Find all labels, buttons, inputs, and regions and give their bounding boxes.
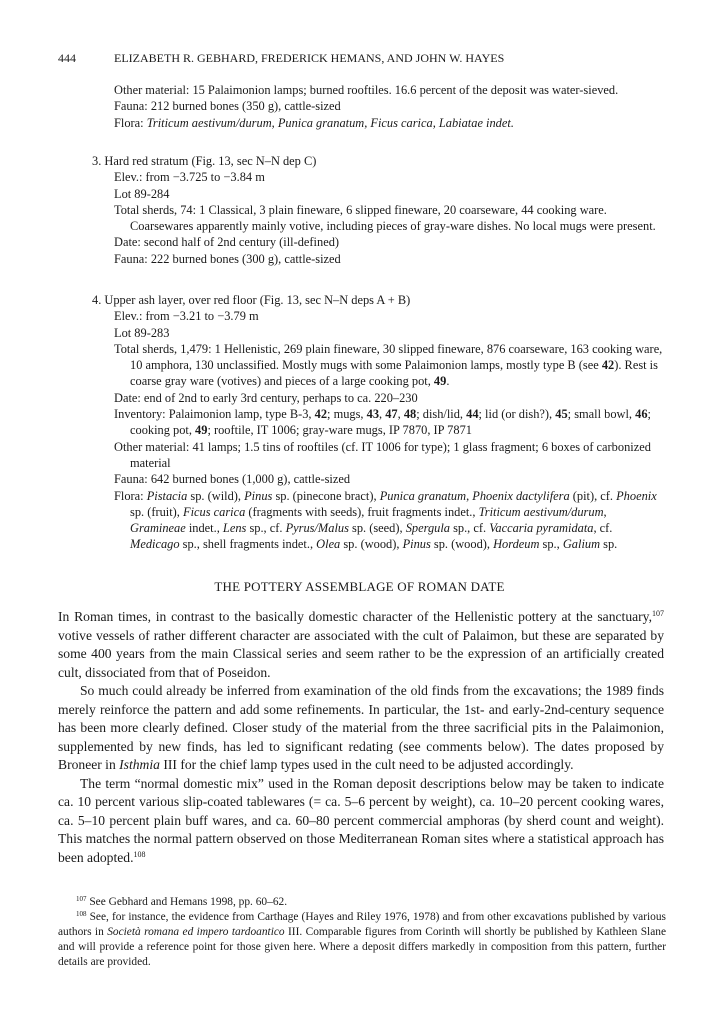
flora-text: sp. (pinecone bract), (272, 488, 380, 503)
species-name: Ficus carica (183, 504, 246, 519)
flora-text: sp., cf. (246, 521, 286, 536)
entry2-flora-species: Triticum aestivum/durum, Punica granatum, Ficus carica, Labiatae indet. (146, 115, 514, 130)
species-name: Pyrus/Malus (285, 521, 349, 536)
flora-text: indet., (185, 521, 223, 536)
entry4-title: 4. Upper ash layer, over red floor (Fig. 13, sec N–N deps A + B) (92, 293, 411, 307)
page-number: 444 (58, 51, 76, 65)
footnotes (58, 895, 666, 970)
inventory-text: ; cooking pot, (130, 407, 651, 438)
catalog-ref: 47 (385, 407, 398, 422)
species-name: Phoenix dactylifera (472, 488, 570, 503)
running-head-authors: ELIZABETH R. GEBHARD, FREDERICK HEMANS, AND JOHN W. HAYES (114, 51, 505, 65)
flora-text: , (466, 488, 473, 503)
entry2-continuation (114, 82, 664, 131)
entry3-total-sherds: Total sherds, 74: 1 Classical, 3 plain fineware, 6 slipped fineware, 20 coarseware, 44 cooking ware. Coarsewares apparently mainly votive, including pieces of gray-ware dishes. No local mugs were present. (114, 202, 656, 234)
body-text-italic: Isthmia (119, 757, 160, 772)
footnote-number: 107 (76, 895, 87, 903)
flora-text: sp. (fruit), (130, 504, 183, 519)
entry4-fauna: Fauna: 642 burned bones (1,000 g), cattle-sized (114, 472, 351, 487)
body-text-run: votive vessels of rather different character are associated with the cult of Palaimon, but these are separated by some 400 years from the main Classical series and seem rather to be the expression of an artificially created cult, dissociated from that of Poseidon. (58, 627, 664, 680)
entry4-details (92, 308, 664, 552)
inventory-text: , (379, 407, 386, 422)
flora-text: Flora: (114, 488, 147, 503)
inventory-text: , (397, 407, 404, 422)
entry4-total-sherds (114, 341, 664, 390)
species-name: Triticum aestivum/durum (478, 504, 604, 519)
entry3-title: 3. Hard red stratum (Fig. 13, sec N–N dep C) (92, 154, 317, 168)
entry4-flora (114, 488, 664, 553)
catalog-ref: 44 (466, 407, 479, 422)
footnote-text: III. Comparable figures from Corinth will shortly be published by Kathleen Slane and will provide a reference point for those given here. Where a deposit differs markedly in composition from this pattern, further details are provided. (58, 926, 666, 968)
catalog-ref: 43 (366, 407, 380, 422)
body-text (58, 608, 664, 867)
species-name: Punica granatum (379, 488, 467, 503)
catalog-ref: 45 (555, 407, 568, 422)
species-name: Hordeum (493, 537, 540, 552)
species-name: Olea (316, 537, 341, 552)
catalog-ref: 49 (433, 374, 447, 389)
body-text-run: III for the chief lamp types used in the cult need to be adjusted accordingly. (159, 757, 574, 772)
species-name: Lens (222, 521, 247, 536)
inventory-text: ; small bowl, (567, 407, 636, 422)
footnote-text-italic: Società romana ed impero tardoantico (107, 926, 285, 938)
entry3-date: Date: second half of 2nd century (ill-defined) (114, 235, 340, 250)
species-name: Pistacia (146, 488, 188, 503)
entry2-fauna: Fauna: 212 burned bones (350 g), cattle-sized (114, 99, 341, 114)
entry3-elev: Elev.: from −3.725 to −3.84 m (114, 170, 265, 185)
flora-text: sp., (539, 537, 563, 552)
body-text-run: The term “normal domestic mix” used in the Roman deposit descriptions below may be taken to indicate ca. 10 percent various slip-coated tablewares (= ca. 5–6 percent by weight), ca. 10–20 percent cooking wares, ca. 5–10 percent plain buff wares, and ca. 60–80 percent commercial amphoras (by sherd count and weight). This matches the normal pattern observed on those Mediterranean Roman sites where a statistical approach has been adopted. (58, 775, 664, 865)
species-name: Pinus (244, 488, 273, 503)
flora-text: sp. (seed), (348, 521, 406, 536)
entry2-other-material: Other material: 15 Palaimonion lamps; burned rooftiles. 16.6 percent of the deposit was water-sieved. (114, 83, 619, 97)
species-name: Galium (562, 537, 601, 552)
entry4-lot: Lot 89-283 (114, 325, 170, 340)
entry4-other-material: Other material: 41 lamps; 1.5 tins of rooftiles (cf. IT 1006 for type); 1 glass fragment; 6 boxes of carbonized material (114, 439, 651, 470)
catalog-ref: 42 (601, 358, 615, 373)
footnote-108 (58, 910, 666, 970)
footnote-number: 108 (76, 910, 87, 918)
body-text-run: So much could already be inferred from examination of the old finds from the excavations; the 1989 finds merely reinforce the pattern and add some refinements. In particular, the 1st- and early-2nd-century sequence has been more clearly defined. Closer study of the material from the three sacrificial pits in the Palaimonion, supplemented by new finds, has led to significant redating (see comments below). The dates proposed by Broneer in (58, 683, 664, 772)
species-name: Medicago (130, 537, 180, 552)
flora-text: (pit), cf. (569, 488, 617, 503)
body-paragraph (58, 608, 664, 682)
section-heading: THE POTTERY ASSEMBLAGE OF ROMAN DATE (214, 579, 505, 594)
flora-text: sp. (wood), (340, 537, 403, 552)
species-name: Phoenix (616, 488, 657, 503)
entry3-lot: Lot 89-284 (114, 186, 170, 201)
body-text-run: In Roman times, in contrast to the basically domestic character of the Hellenistic pottery at the sanctuary, (58, 609, 652, 624)
flora-text: sp., shell fragments indet., (179, 537, 317, 552)
flora-text: , (603, 504, 607, 519)
species-name: Pinus (402, 537, 431, 552)
entry3-details (92, 169, 664, 267)
inventory-text: Inventory: Palaimonion lamp, type B-3, (114, 407, 315, 422)
entry3-fauna: Fauna: 222 burned bones (300 g), cattle-sized (114, 251, 341, 266)
entry4-elev: Elev.: from −3.21 to −3.79 m (114, 309, 259, 324)
entry4-total-text: Total sherds, 1,479: 1 Hellenistic, 269 plain fineware, 30 slipped fineware, 876 coarseware, 163 cooking ware, 10 amphora, 130 unclassified. Mostly mugs with some Palaimonion lamps, mostly type B (see (114, 341, 663, 373)
flora-text: (fragments with seeds), fruit fragments indet., (245, 504, 479, 519)
entry4 (92, 292, 664, 553)
footnote-ref: 108 (133, 849, 146, 859)
catalog-ref: 49 (195, 423, 208, 438)
footnote-107 (58, 895, 666, 910)
body-paragraph (58, 682, 664, 775)
catalog-ref: 46 (635, 407, 648, 422)
inventory-text: ; dish/lid, (416, 407, 467, 422)
catalog-ref: 48 (403, 407, 417, 422)
entry4-inventory (114, 406, 664, 439)
body-paragraph (58, 775, 664, 868)
flora-text: sp., cf. (449, 521, 490, 536)
flora-text: , cf. (593, 521, 613, 536)
entry3 (92, 153, 664, 267)
species-name: Vaccaria pyramidata (489, 521, 594, 536)
species-name: Gramineae (130, 521, 186, 536)
inventory-text: ; mugs, (327, 407, 367, 422)
entry4-total-text: ). Rest is coarse gray ware (votives) and pieces of a large cooking pot, (130, 358, 658, 389)
entry4-date: Date: end of 2nd to early 3rd century, perhaps to ca. 220–230 (114, 390, 418, 405)
catalog-ref: 42 (314, 407, 328, 422)
flora-text: sp. (wood), (430, 537, 494, 552)
inventory-text: ; lid (or dish?), (478, 407, 556, 422)
flora-text: sp. (600, 537, 618, 552)
entry2-flora-label: Flora: (114, 115, 147, 130)
running-head (58, 50, 658, 66)
entry4-total-text: . (446, 374, 450, 389)
flora-text: sp. (wild), (187, 488, 245, 503)
footnote-ref: 107 (652, 609, 664, 618)
entry2-flora (114, 115, 664, 131)
species-name: Spergula (405, 521, 450, 536)
footnote-text: See Gebhard and Hemans 1998, pp. 60–62. (86, 896, 288, 908)
footnote-text: See, for instance, the evidence from Carthage (Hayes and Riley 1976, 1978) and from other excavations published by various authors in (58, 911, 666, 938)
inventory-text: ; rooftile, IT 1006; gray-ware mugs, IP 7870, IP 7871 (207, 423, 472, 438)
